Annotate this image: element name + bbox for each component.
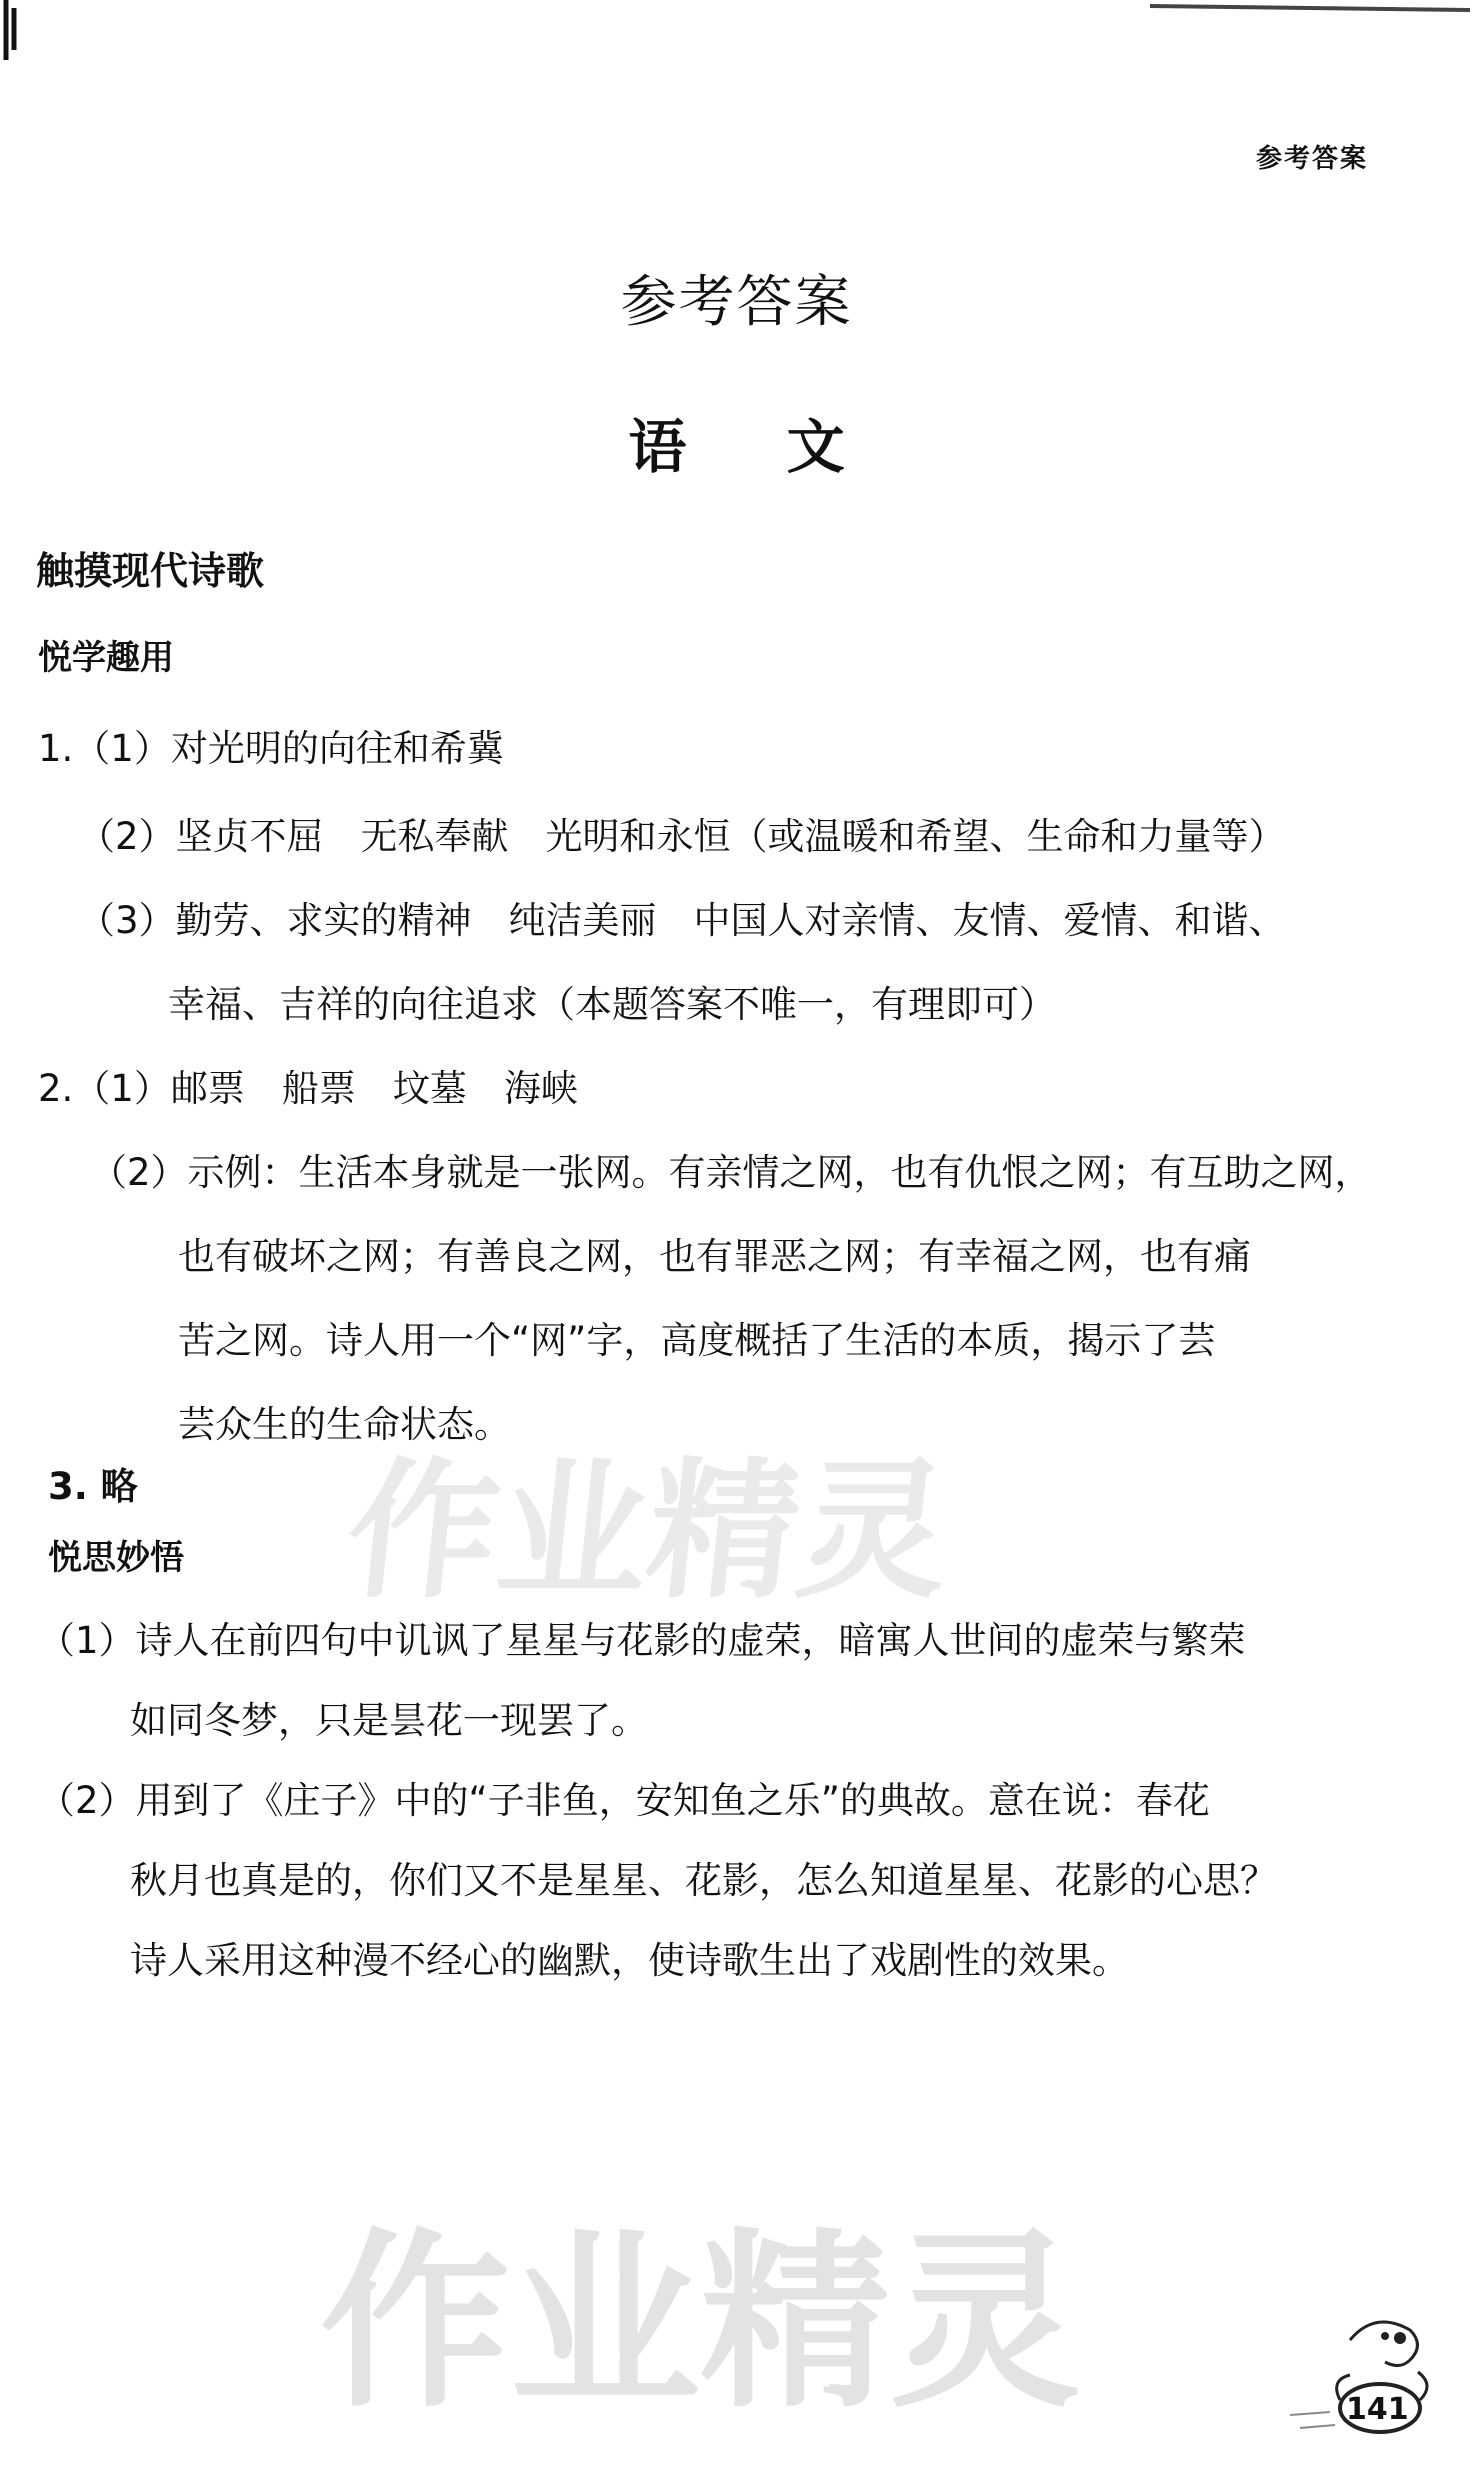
page-number-badge	[1290, 2300, 1460, 2440]
part-heading-1: 悦学趣用	[38, 638, 174, 678]
answer-line: 苦之网。诗人用一个“网”字，高度概括了生活的本质，揭示了芸	[178, 1319, 1216, 1362]
scan-top-rule	[1150, 0, 1470, 18]
answer-line: 秋月也真是的，你们又不是星星、花影，怎么知道星星、花影的心思？	[130, 1859, 1277, 1902]
answer-line: 诗人采用这种漫不经心的幽默，使诗歌生出了戏剧性的效果。	[130, 1939, 1129, 1982]
running-head: 参考答案	[1256, 144, 1369, 174]
answer-line: 如同冬梦，只是昙花一现罢了。	[130, 1699, 648, 1742]
section-heading: 触摸现代诗歌	[36, 549, 265, 593]
part-heading-2: 悦思妙悟	[48, 1538, 184, 1578]
answer-line: （3）勤劳、求实的精神 纯洁美丽 中国人对亲情、友情、爱情、和谐、	[78, 899, 1286, 942]
answer-line: 2.（1）邮票 船票 坟墓 海峡	[38, 1067, 578, 1110]
answer-line: 幸福、吉祥的向往追求（本题答案不唯一，有理即可）	[168, 983, 1056, 1026]
scan-corner-mark	[0, 0, 30, 70]
answer-line: （2）用到了《庄子》中的“子非鱼，安知鱼之乐”的典故。意在说：春花	[38, 1779, 1210, 1822]
page-title: 参考答案	[620, 270, 853, 335]
answer-line: （1）诗人在前四句中讥讽了星星与花影的虚荣，暗寓人世间的虚荣与繁荣	[38, 1619, 1246, 1662]
answer-line: 1.（1）对光明的向往和希冀	[38, 727, 504, 770]
answer-line: 3. 略	[48, 1465, 138, 1508]
subject-heading: 语 文	[628, 413, 885, 481]
answer-line: 也有破坏之网；有善良之网，也有罪恶之网；有幸福之网，也有痛	[178, 1235, 1251, 1278]
mascot-icon	[1350, 2322, 1418, 2366]
watermark: 作业精灵	[339, 1445, 958, 1619]
answer-line: 芸众生的生命状态。	[178, 1403, 511, 1446]
answer-line: （2）坚贞不屈 无私奉献 光明和永恒（或温暖和希望、生命和力量等）	[78, 815, 1286, 858]
answer-line: （2）示例：生活本身就是一张网。有亲情之网，也有仇恨之网；有互助之网，	[90, 1151, 1372, 1194]
watermark: 作业精灵	[320, 2212, 1081, 2433]
page-number: 141	[1346, 2392, 1409, 2427]
